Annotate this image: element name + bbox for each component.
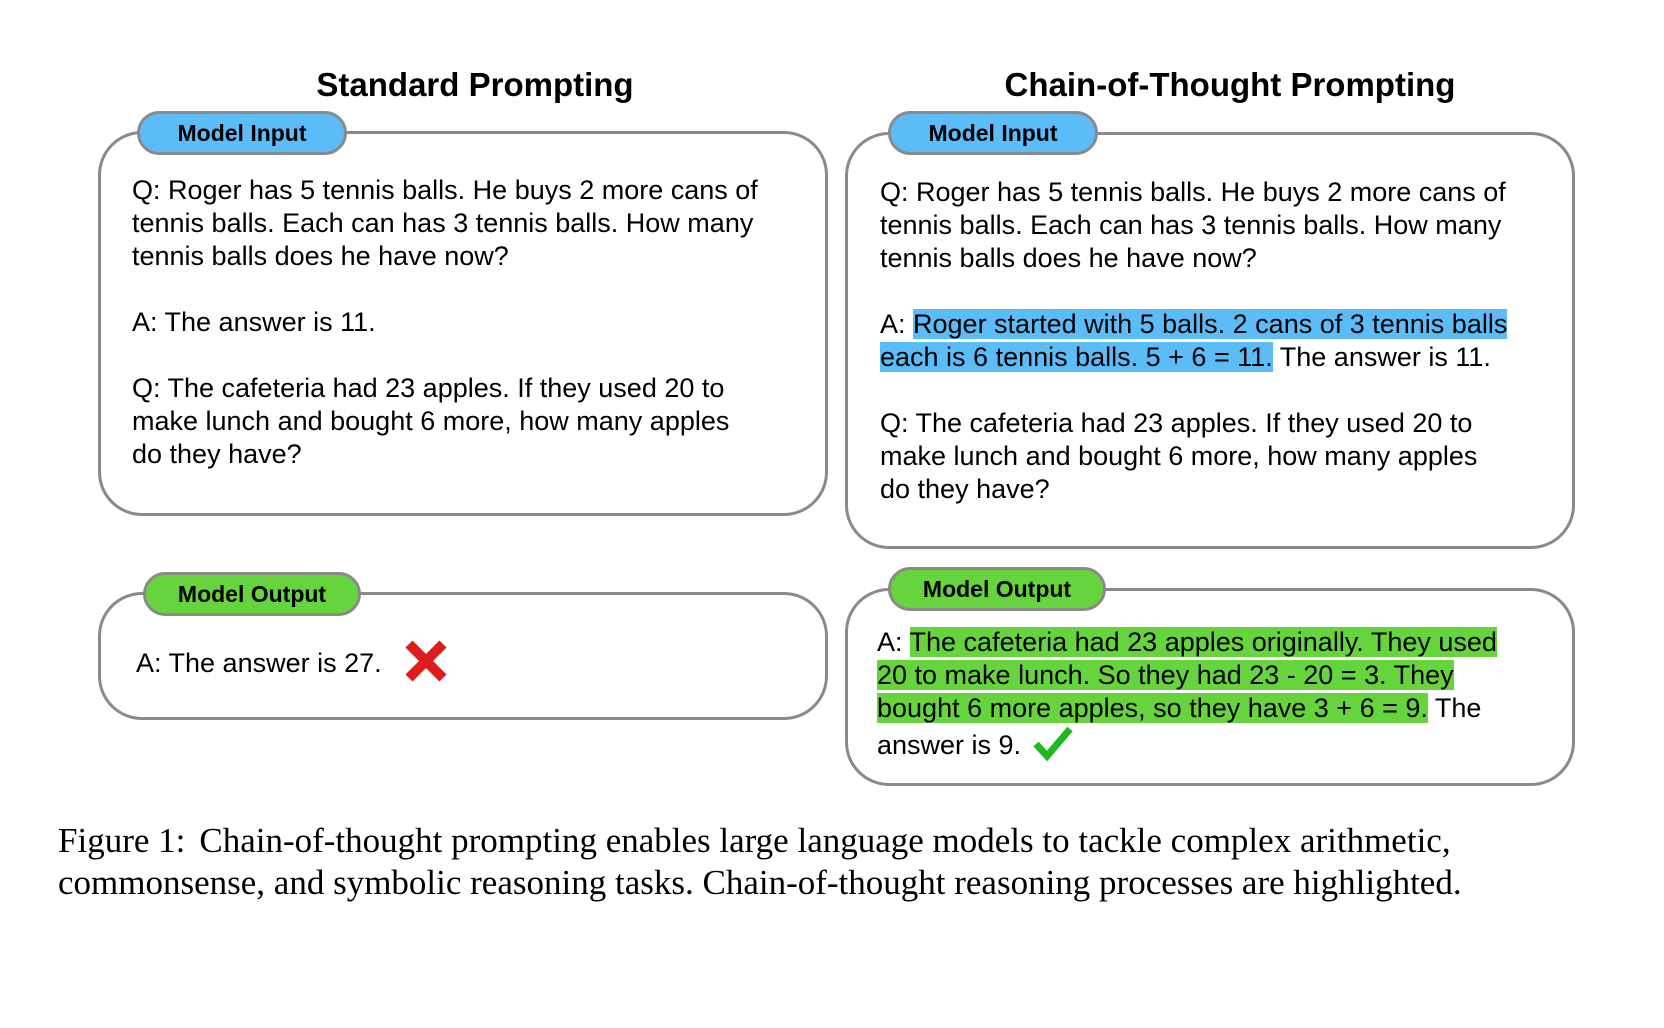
cot-prompting-title: Chain-of-Thought Prompting [1004, 66, 1456, 103]
figure-caption [58, 820, 1462, 904]
cot-output-tag: Model Output [888, 567, 1106, 611]
standard-q1-line-1: Q: Roger has 5 tennis balls. He buys 2 more cans of [132, 175, 758, 205]
standard-q1-line-3: tennis balls does he have now? [132, 241, 509, 271]
green-check-icon [1033, 725, 1073, 769]
cot-q1-line-1: Q: Roger has 5 tennis balls. He buys 2 more cans of [880, 177, 1506, 207]
caption-text-1: Chain-of-thought prompting enables large language models to tackle complex arithmetic, [199, 821, 1451, 860]
caption-line-2: commonsense, and symbolic reasoning tasks. Chain-of-thought reasoning processes are highlighted. [58, 863, 1462, 902]
red-cross-icon [403, 638, 449, 692]
cot-output-highlight-1: The cafeteria had 23 apples originally. They used [909, 627, 1497, 657]
cot-output-text [877, 626, 1497, 769]
cot-output-line-4 [877, 725, 1497, 769]
cot-a1-highlight-1: Roger started with 5 balls. 2 cans of 3 tennis balls [913, 309, 1508, 339]
cot-q2-line-3: do they have? [880, 474, 1050, 504]
standard-a1-line: A: The answer is 11. [132, 307, 376, 337]
standard-q2-line-2: make lunch and bought 6 more, how many apples [132, 406, 730, 436]
cot-a1-line-2 [880, 341, 1507, 374]
cot-q2-line-1: Q: The cafeteria had 23 apples. If they used 20 to [880, 408, 1473, 438]
cot-input-tag: Model Input [888, 111, 1098, 155]
standard-input-tag: Model Input [137, 111, 347, 155]
standard-q1-line-2: tennis balls. Each can has 3 tennis balls. How many [132, 208, 754, 238]
cot-input-text [880, 176, 1507, 506]
standard-q2-line-3: do they have? [132, 439, 302, 469]
cot-output-highlight-2: 20 to make lunch. So they had 23 - 20 = 3. They [877, 660, 1454, 690]
cot-a1-highlight-2: each is 6 tennis balls. 5 + 6 = 11. [880, 342, 1273, 372]
standard-q2-line-1: Q: The cafeteria had 23 apples. If they used 20 to [132, 373, 725, 403]
cot-a1-line-1 [880, 308, 1507, 341]
cot-output-rest-1: The [1427, 693, 1482, 723]
standard-output-tag: Model Output [143, 572, 361, 616]
standard-output-answer: A: The answer is 27. [136, 648, 382, 679]
caption-figure-label: Figure 1: [58, 821, 186, 860]
cot-output-rest-2: answer is 9. [877, 730, 1022, 761]
standard-output-text-row [136, 638, 449, 692]
cot-output-prefix: A: [877, 627, 910, 657]
cot-output-line-2 [877, 659, 1497, 692]
cot-q1-line-2: tennis balls. Each can has 3 tennis balls. How many [880, 210, 1502, 240]
cot-output-line-1 [877, 626, 1497, 659]
standard-prompting-title: Standard Prompting [316, 66, 634, 103]
cot-output-highlight-3: bought 6 more apples, so they have 3 + 6 = 9. [877, 693, 1428, 723]
cot-a1-rest: The answer is 11. [1272, 342, 1491, 372]
cot-a1-prefix: A: [880, 309, 914, 339]
cot-q1-line-3: tennis balls does he have now? [880, 243, 1257, 273]
cot-output-line-3 [877, 692, 1497, 725]
cot-q2-line-2: make lunch and bought 6 more, how many apples [880, 441, 1478, 471]
caption-line-1 [58, 820, 1462, 862]
standard-input-text [132, 174, 758, 471]
